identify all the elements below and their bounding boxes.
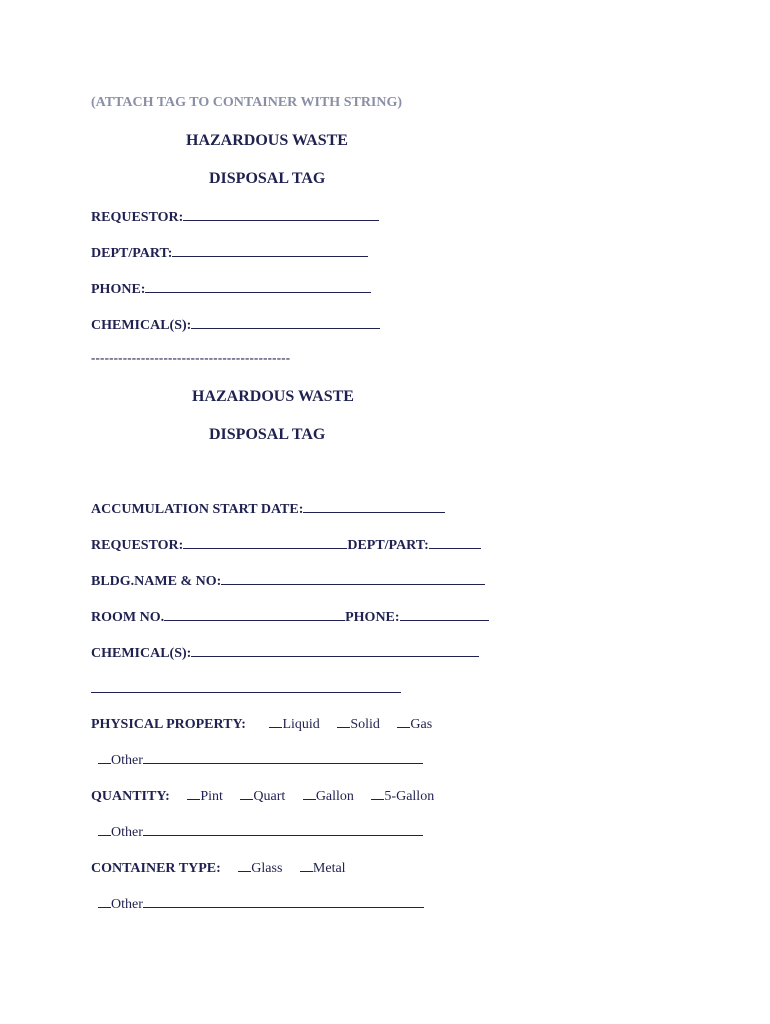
quantity-option-quart[interactable]: [240, 786, 285, 806]
tag1-phone-field[interactable]: [145, 279, 371, 293]
tag1-phone-row: [91, 279, 371, 299]
tag2-bldg-field[interactable]: [221, 571, 485, 585]
quantity-option-gallon[interactable]: [303, 786, 354, 806]
physical-liquid-checkline[interactable]: [269, 714, 282, 728]
tag2-physical-label: PHYSICAL PROPERTY:: [91, 717, 246, 732]
container-option-other[interactable]: [98, 894, 143, 914]
physical-gas-label: Gas: [410, 717, 433, 732]
container-other-field[interactable]: [143, 894, 424, 908]
quantity-pint-label: Pint: [200, 789, 223, 804]
tag2-title-line1: HAZARDOUS WASTE: [192, 388, 354, 405]
tag2-bldg-row: [91, 571, 485, 591]
quantity-other-field[interactable]: [143, 822, 423, 836]
physical-other-label: Other: [111, 753, 143, 768]
tag2-physical-other-row: [98, 750, 423, 770]
tag2-quantity-other-row: [98, 822, 423, 842]
tag2-chemicals-row: [91, 643, 479, 663]
container-other-checkline[interactable]: [98, 894, 111, 908]
tag2-quantity-row: [91, 786, 434, 806]
tag1-chemicals-label: CHEMICAL(S):: [91, 318, 192, 333]
tag2-chemicals-label: CHEMICAL(S):: [91, 646, 192, 661]
tag2-requestor-label: REQUESTOR:: [91, 538, 184, 553]
physical-option-liquid[interactable]: [269, 714, 319, 734]
physical-other-checkline[interactable]: [98, 750, 111, 764]
tag2-accumulation-row: [91, 499, 445, 519]
quantity-5-gallon-checkline[interactable]: [371, 786, 384, 800]
physical-option-gas[interactable]: [397, 714, 432, 734]
tag2-quantity-label: QUANTITY:: [91, 789, 170, 804]
quantity-pint-checkline[interactable]: [187, 786, 200, 800]
physical-option-other[interactable]: [98, 750, 143, 770]
physical-other-field[interactable]: [143, 750, 423, 764]
quantity-5-gallon-label: 5-Gallon: [384, 789, 435, 804]
tag2-room-field[interactable]: [164, 607, 345, 621]
tag2-room-label: ROOM NO.: [91, 610, 165, 625]
quantity-quart-checkline[interactable]: [240, 786, 253, 800]
container-other-label: Other: [111, 897, 143, 912]
tag1-chemicals-row: [91, 315, 380, 335]
physical-gas-checkline[interactable]: [397, 714, 410, 728]
quantity-option-other[interactable]: [98, 822, 143, 842]
tag1-title-line1: HAZARDOUS WASTE: [186, 132, 348, 149]
quantity-other-label: Other: [111, 825, 143, 840]
tag2-container-label: CONTAINER TYPE:: [91, 861, 221, 876]
tag2-accumulation-field[interactable]: [303, 499, 445, 513]
quantity-gallon-label: Gallon: [315, 789, 354, 804]
tag1-requestor-field[interactable]: [183, 207, 379, 221]
tag2-dept-label: DEPT/PART:: [347, 538, 429, 553]
tag2-chemicals-field[interactable]: [191, 643, 479, 657]
container-option-metal[interactable]: [300, 858, 346, 878]
tag2-phone-field[interactable]: [400, 607, 489, 621]
tag1-dept-row: [91, 243, 368, 263]
tag2-dept-field[interactable]: [429, 535, 481, 549]
quantity-quart-label: Quart: [253, 789, 286, 804]
container-glass-checkline[interactable]: [238, 858, 251, 872]
physical-solid-checkline[interactable]: [337, 714, 350, 728]
physical-liquid-label: Liquid: [282, 717, 320, 732]
container-metal-label: Metal: [312, 861, 346, 876]
tag2-requestor-field[interactable]: [183, 535, 347, 549]
quantity-option-5-gallon[interactable]: [371, 786, 434, 806]
tag1-title-line2: DISPOSAL TAG: [209, 170, 326, 187]
tag2-accumulation-label: ACCUMULATION START DATE:: [91, 502, 304, 517]
tag1-dept-field[interactable]: [172, 243, 368, 257]
tag1-requestor-row: [91, 207, 379, 227]
tag2-bldg-label: BLDG.NAME & NO:: [91, 574, 222, 589]
container-metal-checkline[interactable]: [300, 858, 313, 872]
physical-solid-label: Solid: [350, 717, 380, 732]
quantity-option-pint[interactable]: [187, 786, 223, 806]
container-glass-label: Glass: [251, 861, 283, 876]
tag1-chemicals-field[interactable]: [191, 315, 380, 329]
tag2-chemicals-continuation-field[interactable]: [91, 692, 401, 693]
attach-instruction: (ATTACH TAG TO CONTAINER WITH STRING): [91, 95, 403, 110]
tag2-requestor-row: [91, 535, 481, 555]
tag2-title-line2: DISPOSAL TAG: [209, 426, 326, 443]
tear-separator: --------------------------------------------: [91, 350, 291, 365]
quantity-other-checkline[interactable]: [98, 822, 111, 836]
tag2-physical-row: [91, 714, 432, 734]
tag2-phone-label: PHONE:: [345, 610, 400, 625]
tag1-requestor-label: REQUESTOR:: [91, 210, 184, 225]
tag1-dept-label: DEPT/PART:: [91, 246, 173, 261]
tag1-phone-label: PHONE:: [91, 282, 146, 297]
tag2-container-row: [91, 858, 346, 878]
tag2-room-row: [91, 607, 489, 627]
physical-option-solid[interactable]: [337, 714, 380, 734]
container-option-glass[interactable]: [238, 858, 282, 878]
tag2-container-other-row: [98, 894, 424, 914]
quantity-gallon-checkline[interactable]: [303, 786, 316, 800]
